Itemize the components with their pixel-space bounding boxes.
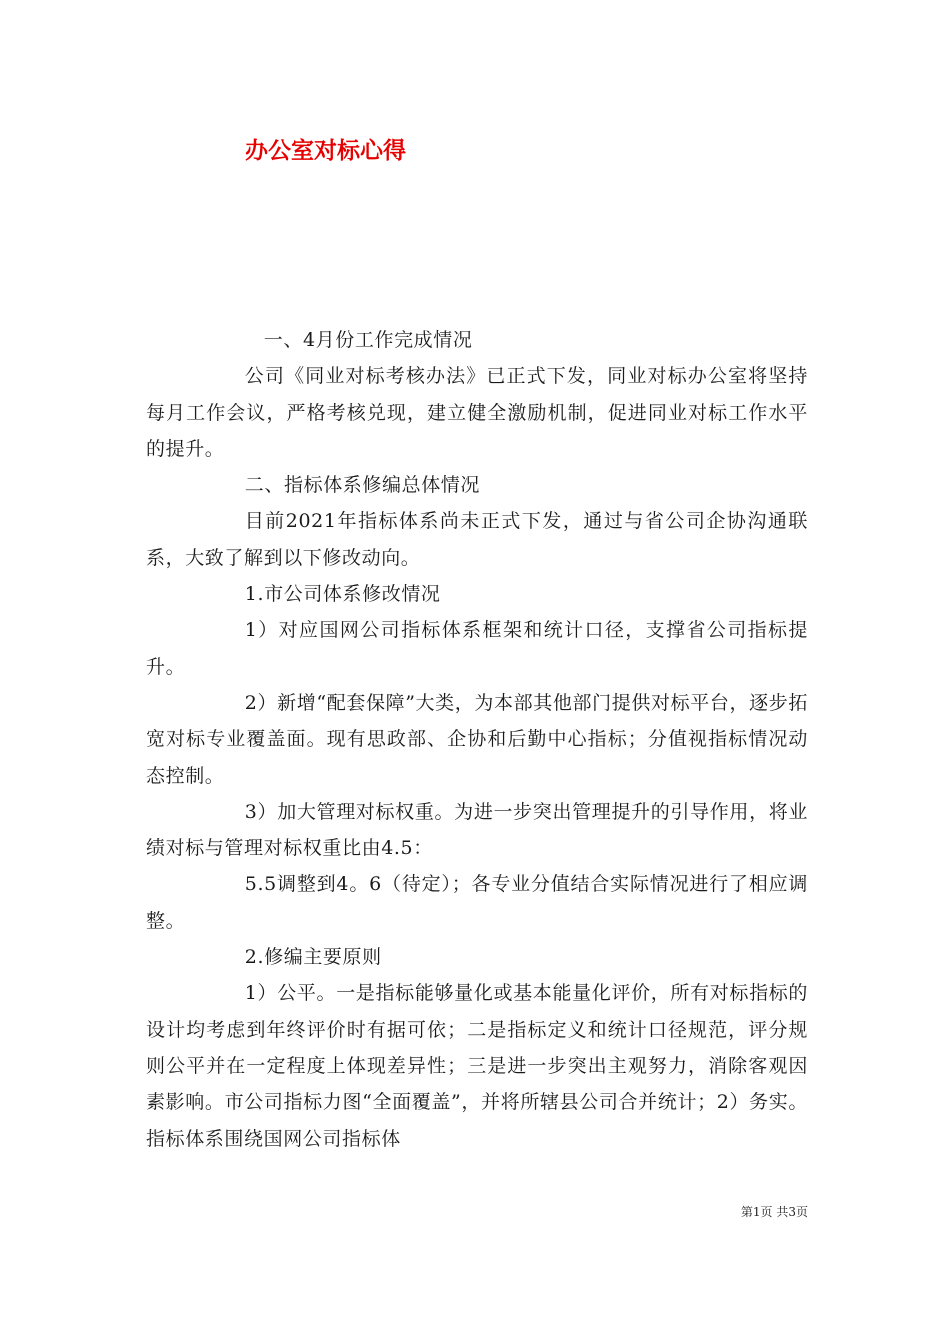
paragraph-1: 公司《同业对标考核办法》已正式下发，同业对标办公室将坚持每月工作会议，严格考核兑现，建立健全激励机制，促进同业对标工作水平的提升。 xyxy=(146,365,808,460)
paragraph-2: 目前2021年指标体系尚未正式下发，通过与省公司企协沟通联系，大致了解到以下修改动向。 xyxy=(146,510,808,569)
paragraph-7: 1）公平。一是指标能够量化或基本能量化评价，所有对标指标的设计均考虑到年终评价时有据可依；二是指标定义和统计口径规范，评分规则公平并在一定程度上体现差异性；三是进一步突出主观努力，消除客观因素影响。市公司指标力图“全面覆盖”，并将所辖县公司合并统计；2）务实。指标体系围绕国网公司指标体 xyxy=(146,982,808,1150)
document-title: 办公室对标心得 xyxy=(245,138,406,164)
paragraph-5: 3）加大管理对标权重。为进一步突出管理提升的引导作用，将业绩对标与管理对标权重比由4.5： xyxy=(146,800,808,860)
paragraph-4: 2）新增“配套保障”大类，为本部其他部门提供对标平台，逐步拓宽对标专业覆盖面。现有思政部、企协和后勤中心指标；分值视指标情况动态控制。 xyxy=(146,691,808,787)
page-number-footer: 第1页 共3页 xyxy=(740,1205,808,1219)
subsection-heading-1: 1.市公司体系修改情况 xyxy=(244,583,441,606)
section-heading-1: 一、4月份工作完成情况 xyxy=(263,329,473,351)
document-body xyxy=(146,322,808,1157)
subsection-heading-2: 2.修编主要原则 xyxy=(244,946,382,969)
paragraph-6: 5.5调整到4。6（待定）；各专业分值结合实际情况进行了相应调整。 xyxy=(146,873,808,932)
paragraph-3: 1）对应国网公司指标体系框架和统计口径，支撑省公司指标提升。 xyxy=(146,619,808,678)
section-heading-2: 二、指标体系修编总体情况 xyxy=(244,474,480,497)
